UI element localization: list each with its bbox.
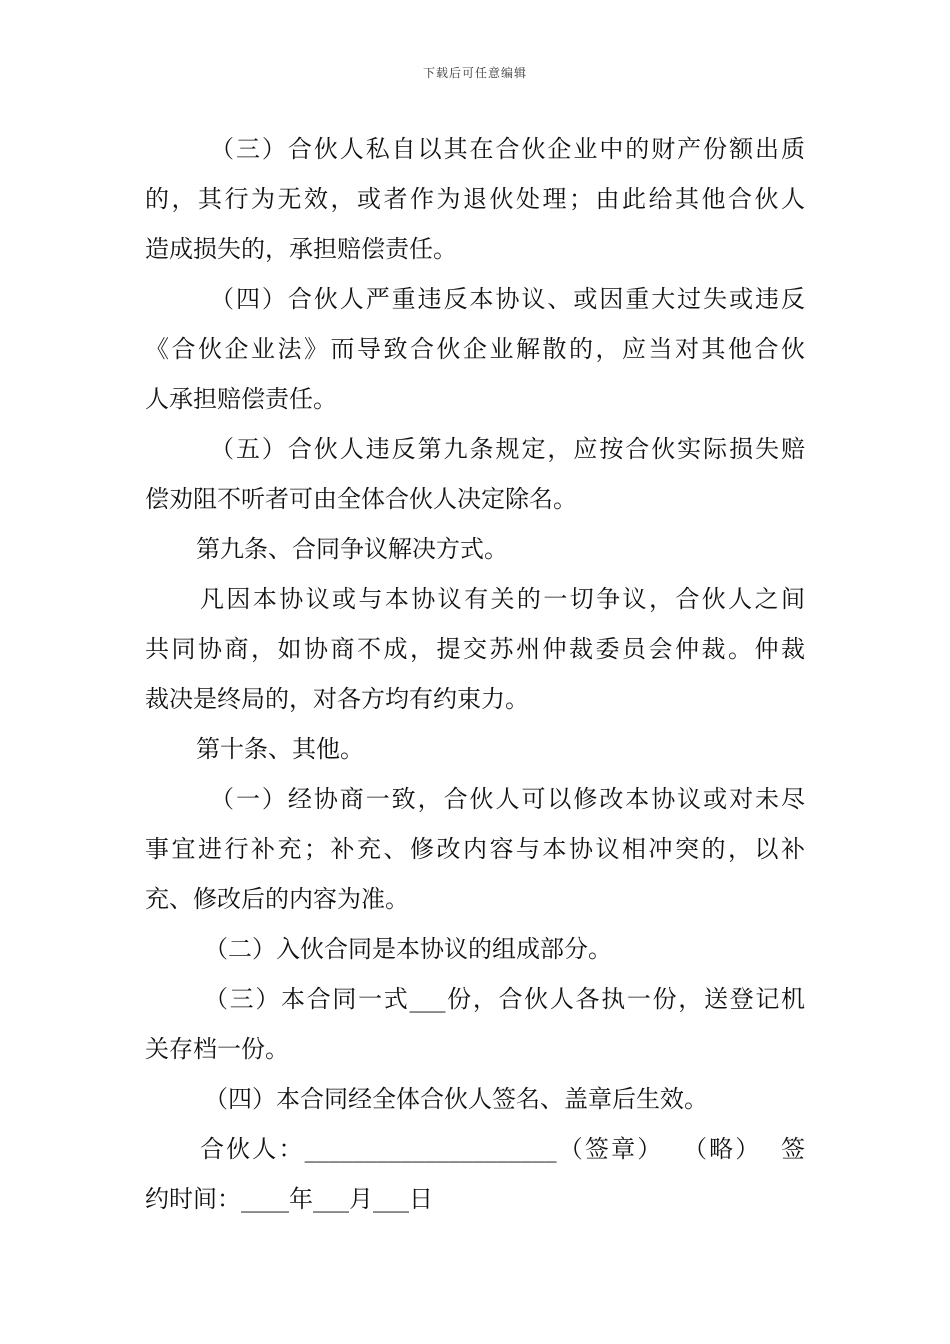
text-line: （三）合伙人私自以其在合伙企业中的财产份额出质 [210,135,805,163]
text-line: 裁决是终局的，对各方均有约束力。 [145,685,529,713]
text-line: （五）合伙人违反第九条规定，应按合伙实际损失赔 [210,435,805,463]
text-line: 充、修改后的内容为准。 [145,885,409,913]
text-line: 人承担赔偿责任。 [145,385,337,413]
text-line: 共同协商，如协商不成，提交苏州仲裁委员会仲裁。仲裁 [145,635,805,663]
text-line: 事宜进行补充；补充、修改内容与本协议相冲突的，以补 [145,835,805,863]
text-line: （四）合伙人严重违反本协议、或因重大过失或违反 [210,285,805,313]
signing-date-line: 约时间：____年___月___日 [145,1185,433,1213]
section-heading: 第九条、合同争议解决方式。 [196,535,508,563]
text-line: 《合伙企业法》而导致合伙企业解散的，应当对其他合伙 [145,335,805,363]
text-line: 关存档一份。 [145,1035,289,1063]
text-line: 凡因本协议或与本协议有关的一切争议，合伙人之间 [200,585,805,613]
text-line: （四）本合同经全体合伙人签名、盖章后生效。 [204,1085,708,1113]
text-line: 造成损失的，承担赔偿责任。 [145,235,457,263]
text-line: （二）入伙合同是本协议的组成部分。 [204,935,612,963]
text-line: （一）经协商一致，合伙人可以修改本协议或对未尽 [210,785,805,813]
signature-line: 合伙人：_____________________（签章） （略） 签 [200,1135,805,1163]
text-line: 偿劝阻不听者可由全体合伙人决定除名。 [145,485,577,513]
text-line: 的，其行为无效，或者作为退伙处理；由此给其他合伙人 [145,185,805,213]
section-heading: 第十条、其他。 [196,735,364,763]
text-line: （三）本合同一式___份，合伙人各执一份，送登记机 [204,985,805,1013]
page-header: 下载后可任意编辑 [422,66,527,80]
